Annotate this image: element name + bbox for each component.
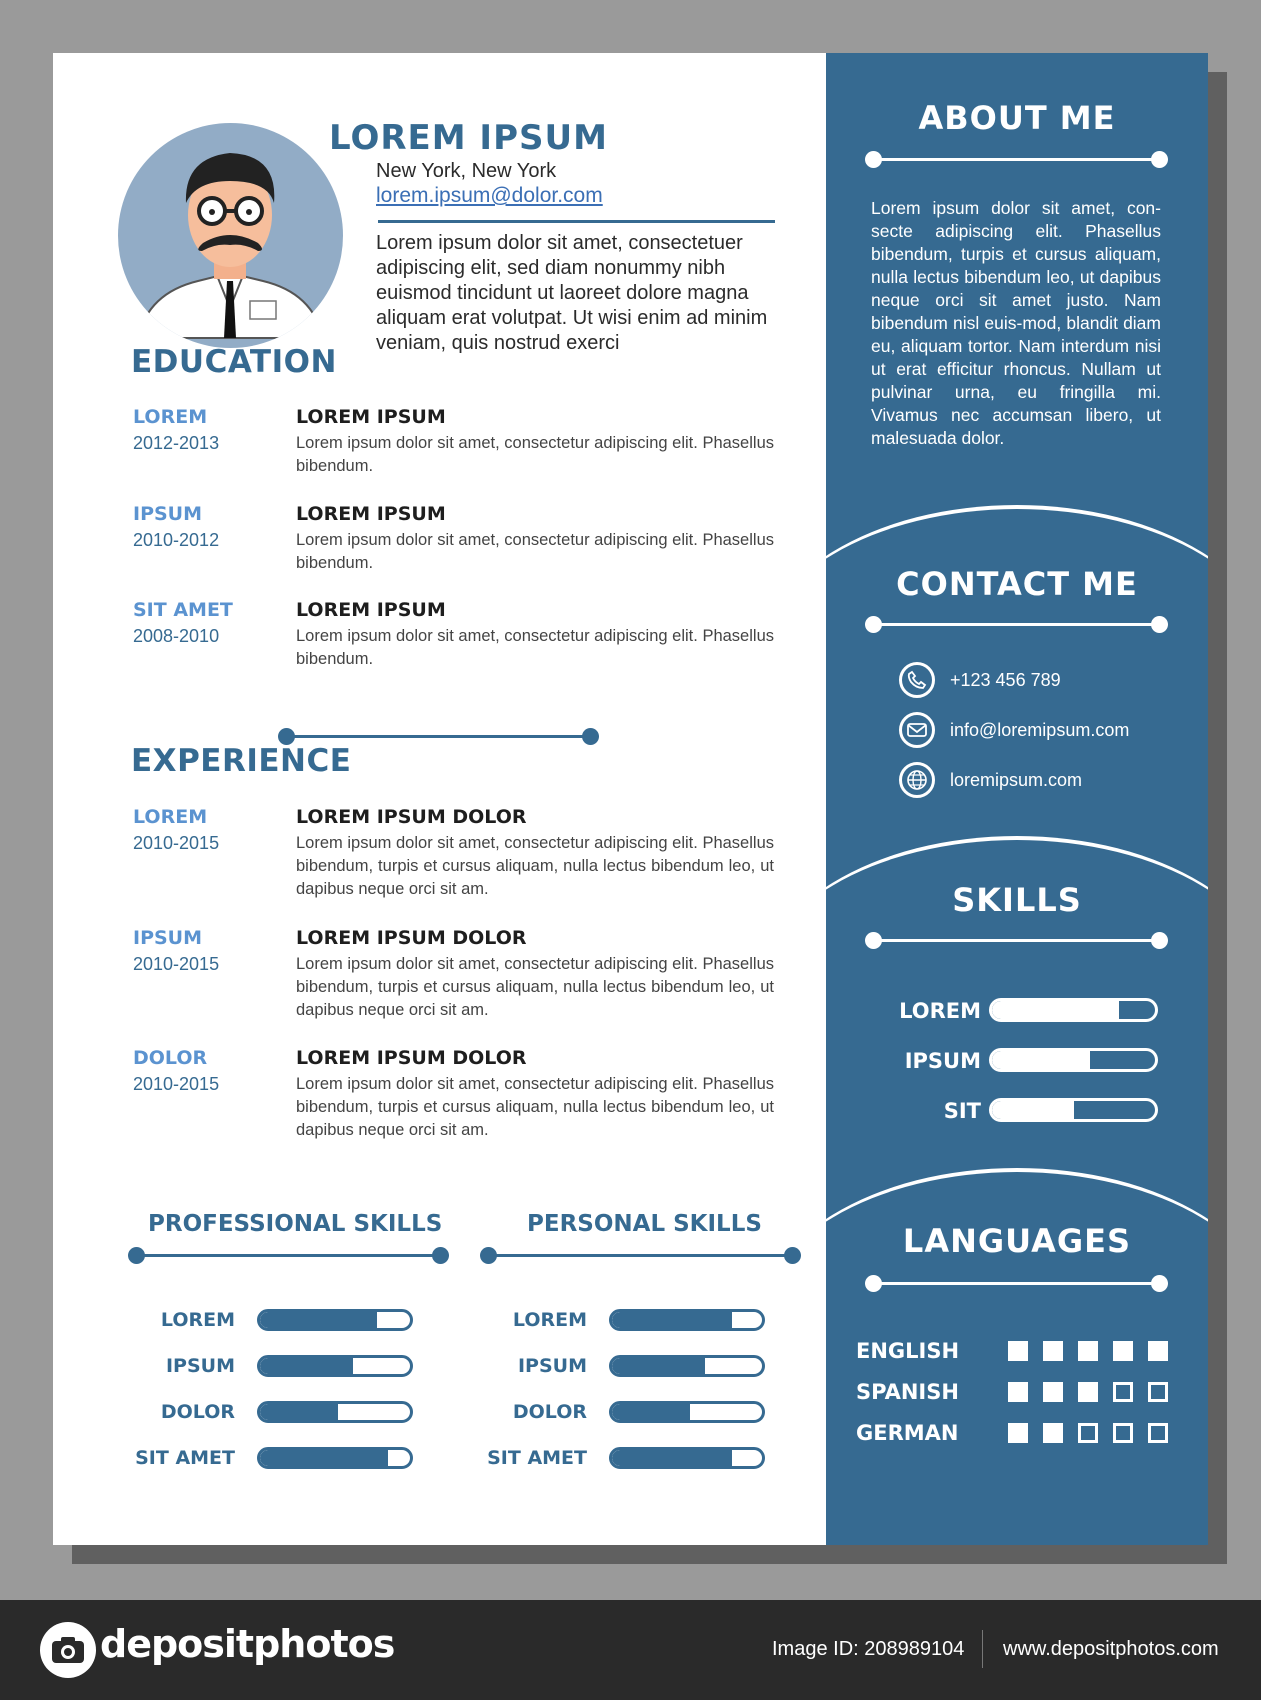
contact-email[interactable]: info@loremipsum.com — [950, 720, 1130, 740]
divider-dot — [582, 728, 599, 745]
location: New York, New York — [376, 160, 557, 182]
skill-label: SIT AMET — [487, 1447, 587, 1469]
intro-text: Lorem ipsum dolor sit amet, consectetuer adipiscing elit, sed diam nonummy nibh euismod tincidunt ut laoreet dolore magna aliquam erat volutpat. Ut wisi enim ad minim veniam, quis nostrud exerci — [376, 232, 768, 354]
language-level-square — [1148, 1382, 1168, 1402]
language-level — [1008, 1341, 1168, 1361]
skills-divider — [874, 939, 1160, 942]
divider-dot — [865, 1275, 882, 1292]
divider-dot — [784, 1247, 801, 1264]
language-level-square — [1043, 1341, 1063, 1361]
skill-label: LOREM — [512, 1309, 587, 1331]
experience-title: EXPERIENCE — [131, 743, 352, 779]
skill-bar — [989, 1048, 1158, 1072]
skill-label: IPSUM — [517, 1355, 587, 1377]
divider-dot — [865, 616, 882, 633]
about-divider — [874, 158, 1160, 161]
globe-icon — [899, 762, 935, 798]
mail-icon — [899, 712, 935, 748]
divider-dot — [865, 932, 882, 949]
divider-dot — [1151, 151, 1168, 168]
about-title: ABOUT ME — [918, 99, 1116, 137]
language-label: ENGLISH — [856, 1339, 960, 1363]
professional-skills-title: PROFESSIONAL SKILLS — [148, 1211, 443, 1237]
education-description: Lorem ipsum dolor sit amet, consectetur adipiscing elit. Phasellus bibendum. — [296, 434, 774, 475]
language-level-square — [1008, 1423, 1028, 1443]
language-level-square — [1148, 1341, 1168, 1361]
image-id: Image ID: 208989104 — [772, 1638, 965, 1660]
skill-bar — [257, 1355, 413, 1377]
education-title-item: LOREM IPSUM — [296, 503, 446, 525]
education-label: LOREM — [133, 406, 208, 428]
experience-role: LOREM IPSUM DOLOR — [296, 806, 527, 828]
language-level — [1008, 1382, 1168, 1402]
language-label: SPANISH — [856, 1380, 959, 1404]
resume-page — [53, 53, 1208, 1545]
experience-years: 2010-2015 — [133, 954, 220, 974]
skill-bar — [989, 998, 1158, 1022]
avatar — [118, 123, 343, 348]
phone-icon — [899, 662, 935, 698]
skill-bar — [609, 1309, 765, 1331]
watermark-separator — [982, 1630, 983, 1668]
sidebar — [826, 53, 1208, 1545]
language-level-square — [1043, 1423, 1063, 1443]
personal-skills-title: PERSONAL SKILLS — [527, 1211, 762, 1237]
language-level-square — [1008, 1382, 1028, 1402]
skills-divider — [137, 1254, 441, 1257]
education-title-item: LOREM IPSUM — [296, 599, 446, 621]
language-label: GERMAN — [856, 1421, 959, 1445]
language-level-square — [1113, 1382, 1133, 1402]
education-label: IPSUM — [133, 503, 203, 525]
experience-description: Lorem ipsum dolor sit amet, consectetur adipiscing elit. Phasellus bibendum, turpis et cursus aliquam, nulla lectus bibendum leo, ut dapibus neque orci sit am. — [296, 834, 774, 898]
skill-label: IPSUM — [165, 1355, 235, 1377]
education-description: Lorem ipsum dolor sit amet, consectetur adipiscing elit. Phasellus bibendum. — [296, 627, 774, 668]
languages-title: LANGUAGES — [902, 1222, 1132, 1260]
skill-label: LOREM — [160, 1309, 235, 1331]
divider-dot — [1151, 616, 1168, 633]
language-level-square — [1078, 1423, 1098, 1443]
man-avatar-icon — [118, 123, 343, 348]
skill-label: DOLOR — [160, 1401, 235, 1423]
skills-divider — [489, 1254, 793, 1257]
camera-logo-icon — [40, 1622, 96, 1678]
education-years: 2012-2013 — [133, 433, 220, 453]
contact-phone[interactable]: +123 456 789 — [950, 670, 1061, 690]
experience-role: LOREM IPSUM DOLOR — [296, 927, 527, 949]
contact-divider — [874, 623, 1160, 626]
language-level-square — [1008, 1341, 1028, 1361]
skill-label: DOLOR — [512, 1401, 587, 1423]
watermark-url: www.depositphotos.com — [1003, 1638, 1219, 1660]
skill-bar — [609, 1447, 765, 1469]
languages-divider — [874, 1282, 1160, 1285]
skill-bar — [609, 1355, 765, 1377]
education-description: Lorem ipsum dolor sit amet, consectetur adipiscing elit. Phasellus bibendum. — [296, 531, 774, 572]
candidate-name: LOREM IPSUM — [329, 118, 608, 158]
experience-description: Lorem ipsum dolor sit amet, consectetur adipiscing elit. Phasellus bibendum, turpis et cursus aliquam, nulla lectus bibendum leo, ut dapibus neque orci sit am. — [296, 1075, 774, 1139]
experience-role: LOREM IPSUM DOLOR — [296, 1047, 527, 1069]
education-label: SIT AMET — [133, 599, 233, 621]
divider-dot — [128, 1247, 145, 1264]
watermark-logo: depositphotos — [100, 1622, 395, 1666]
skill-bar — [989, 1098, 1158, 1122]
education-years: 2010-2012 — [133, 530, 220, 550]
divider-dot — [1151, 1275, 1168, 1292]
language-level-square — [1043, 1382, 1063, 1402]
header-divider — [378, 220, 775, 223]
skill-label: SIT AMET — [135, 1447, 235, 1469]
language-level-square — [1113, 1423, 1133, 1443]
divider-dot — [480, 1247, 497, 1264]
experience-years: 2010-2015 — [133, 833, 220, 853]
divider-dot — [432, 1247, 449, 1264]
skill-label: LOREM — [899, 999, 981, 1023]
contact-title: CONTACT ME — [896, 565, 1138, 603]
education-years: 2008-2010 — [133, 626, 220, 646]
divider-dot — [865, 151, 882, 168]
experience-years: 2010-2015 — [133, 1074, 220, 1094]
skill-bar — [257, 1309, 413, 1331]
language-level-square — [1078, 1341, 1098, 1361]
education-title-item: LOREM IPSUM — [296, 406, 446, 428]
section-divider — [287, 735, 591, 738]
experience-description: Lorem ipsum dolor sit amet, consectetur adipiscing elit. Phasellus bibendum, turpis et cursus aliquam, nulla lectus bibendum leo, ut dapibus neque orci sit am. — [296, 955, 774, 1019]
experience-label: IPSUM — [133, 927, 203, 949]
skill-bar — [257, 1401, 413, 1423]
experience-label: LOREM — [133, 806, 208, 828]
language-level — [1008, 1423, 1168, 1443]
language-level-square — [1113, 1341, 1133, 1361]
watermark-band — [0, 1600, 1261, 1700]
experience-label: DOLOR — [133, 1047, 208, 1069]
divider-dot — [1151, 932, 1168, 949]
language-level-square — [1078, 1382, 1098, 1402]
skill-label: SIT — [943, 1099, 981, 1123]
skill-bar — [609, 1401, 765, 1423]
education-title: EDUCATION — [131, 344, 337, 380]
about-text: Lorem ipsum dolor sit amet, con-secte adipiscing elit. Phasellus bibendum, turpis et cursus aliquam, nulla lectus bibendum leo, ut dapibus neque orci sit amet justo. Nam bibendum nisl euis-mod, blandit diam eu, aliquam tortor. Nam interdum nisi ut erat efficitur rhoncus. Nullam ut pulvinar urna, eu fringilla mi. Vivamus nec accumsan libero, ut malesuada dolor. — [871, 198, 1161, 448]
language-level-square — [1148, 1423, 1168, 1443]
skill-label: IPSUM — [904, 1049, 981, 1073]
contact-website[interactable]: loremipsum.com — [950, 770, 1083, 790]
email-link[interactable]: lorem.ipsum@dolor.com — [376, 184, 603, 207]
skills-title: SKILLS — [952, 881, 1082, 919]
skill-bar — [257, 1447, 413, 1469]
